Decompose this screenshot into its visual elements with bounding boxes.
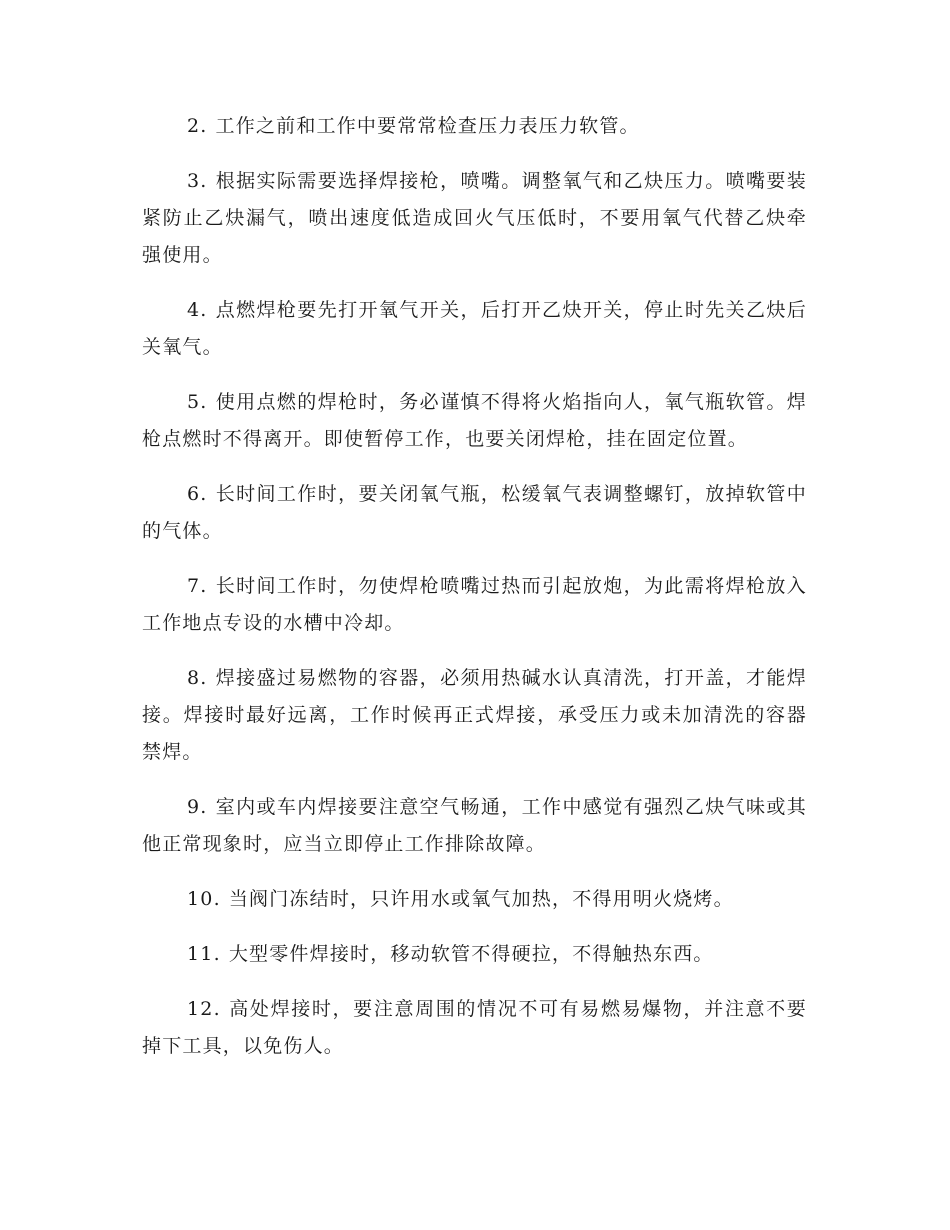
paragraph-text: 长时间工作时，勿使焊枪喷嘴过热而引起放炮，为此需将焊枪放入工作地点专设的水槽中冷却。 <box>142 575 807 634</box>
paragraph-number: 3. <box>187 170 208 192</box>
document-body <box>142 108 807 1083</box>
paragraph-number: 7. <box>187 575 208 597</box>
paragraph-11 <box>142 936 807 973</box>
paragraph-text: 长时间工作时，要关闭氧气瓶，松缓氧气表调整螺钉，放掉软管中的气体。 <box>142 483 807 542</box>
paragraph-5 <box>142 384 807 458</box>
paragraph-number: 8. <box>187 667 208 689</box>
paragraph-text: 工作之前和工作中要常常检查压力表压力软管。 <box>215 115 640 137</box>
paragraph-2 <box>142 108 807 145</box>
paragraph-6 <box>142 476 807 550</box>
paragraph-3 <box>142 163 807 274</box>
paragraph-text: 高处焊接时，要注意周围的情况不可有易燃易爆物，并注意不要掉下工具，以免伤人。 <box>142 998 807 1057</box>
paragraph-text: 室内或车内焊接要注意空气畅通，工作中感觉有强烈乙炔气味或其他正常现象时，应当立即停止工作排除故障。 <box>142 796 807 855</box>
paragraph-number: 10. <box>187 888 221 910</box>
paragraph-number: 6. <box>187 483 208 505</box>
paragraph-number: 12. <box>187 998 221 1020</box>
paragraph-text: 点燃焊枪要先打开氧气开关，后打开乙炔开关，停止时先关乙炔后关氧气。 <box>142 299 807 358</box>
paragraph-10 <box>142 881 807 918</box>
paragraph-text: 根据实际需要选择焊接枪，喷嘴。调整氧气和乙炔压力。喷嘴要装紧防止乙炔漏气，喷出速度低造成回火气压低时，不要用氧气代替乙炔牵强使用。 <box>142 170 807 266</box>
paragraph-9 <box>142 789 807 863</box>
paragraph-number: 2. <box>187 115 208 137</box>
paragraph-text: 当阀门冻结时，只许用水或氧气加热，不得用明火烧烤。 <box>228 888 734 910</box>
paragraph-number: 5. <box>187 391 208 413</box>
paragraph-number: 11. <box>187 943 221 965</box>
paragraph-12 <box>142 991 807 1065</box>
paragraph-8 <box>142 660 807 771</box>
paragraph-text: 使用点燃的焊枪时，务必谨慎不得将火焰指向人，氧气瓶软管。焊枪点燃时不得离开。即使暂停工作，也要关闭焊枪，挂在固定位置。 <box>142 391 807 450</box>
paragraph-7 <box>142 568 807 642</box>
paragraph-number: 9. <box>187 796 208 818</box>
paragraph-text: 焊接盛过易燃物的容器，必须用热碱水认真清洗，打开盖，才能焊接。焊接时最好远离，工作时候再正式焊接，承受压力或未加清洗的容器禁焊。 <box>142 667 807 763</box>
paragraph-text: 大型零件焊接时，移动软管不得硬拉，不得触热东西。 <box>228 943 714 965</box>
paragraph-4 <box>142 292 807 366</box>
paragraph-number: 4. <box>187 299 208 321</box>
